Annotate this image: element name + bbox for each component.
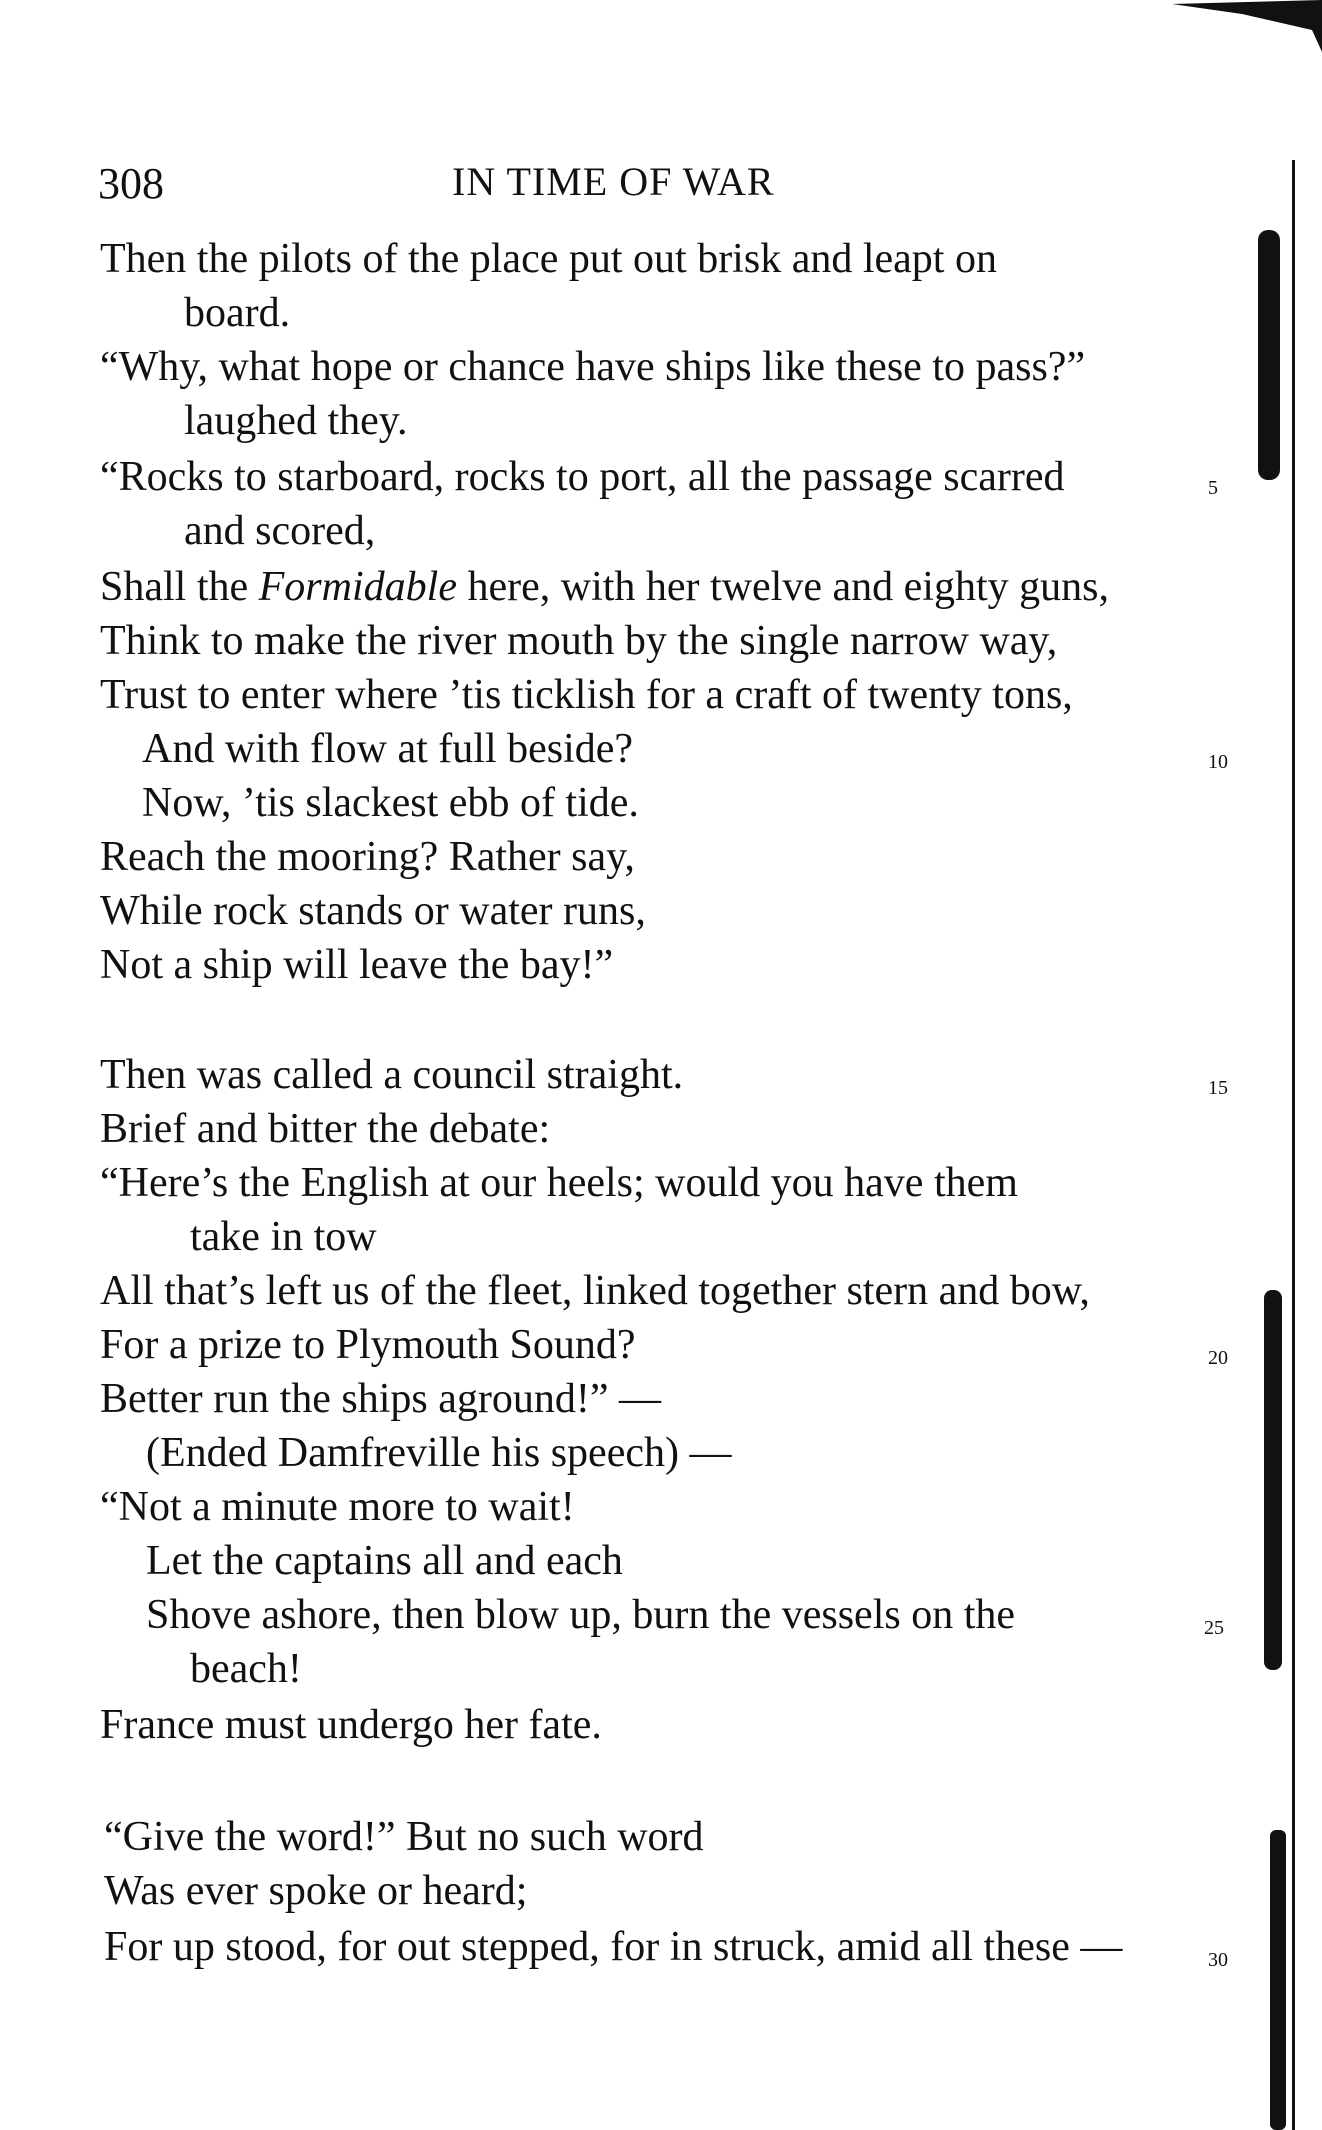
line-number: 20: [1208, 1347, 1228, 1369]
verse-line: Let the captains all and each: [146, 1538, 623, 1584]
scan-edge: [1292, 160, 1295, 2130]
verse-line: and scored,: [184, 508, 376, 554]
verse-line: Then was called a council straight.: [100, 1052, 684, 1098]
verse-line: Reach the mooring? Rather say,: [100, 834, 635, 880]
verse-line: France must undergo her fate.: [100, 1702, 602, 1748]
verse-line: “Rocks to starboard, rocks to port, all the passage scarred: [100, 454, 1065, 500]
verse-text: here, with her twelve and eighty guns,: [456, 564, 1109, 610]
corner-mark-icon: [1162, 0, 1322, 60]
verse-line: board.: [184, 290, 291, 336]
verse-line: take in tow: [190, 1214, 377, 1260]
verse-line: (Ended Damfreville his speech) —: [146, 1430, 732, 1476]
verse-line: And with flow at full beside?: [142, 726, 634, 772]
page-number: 308: [98, 159, 164, 208]
verse-line: “Here’s the English at our heels; would you have them: [100, 1160, 1018, 1206]
line-number: 5: [1208, 477, 1218, 499]
verse-line: “Why, what hope or chance have ships like these to pass?”: [100, 344, 1086, 390]
verse-line: beach!: [190, 1646, 302, 1692]
verse-line: Brief and bitter the debate:: [100, 1106, 551, 1152]
verse-line: Not a ship will leave the bay!”: [100, 942, 614, 988]
verse-line: Trust to enter where ’tis ticklish for a craft of twenty tons,: [100, 672, 1073, 718]
verse-line: Then the pilots of the place put out brisk and leapt on: [100, 236, 997, 282]
verse-line: “Give the word!” But no such word: [104, 1814, 704, 1860]
verse-line: Think to make the river mouth by the single narrow way,: [100, 618, 1058, 664]
verse-line: For up stood, for out stepped, for in struck, amid all these —: [104, 1924, 1123, 1970]
verse-line: All that’s left us of the fleet, linked together stern and bow,: [100, 1268, 1090, 1314]
verse-text: Shall the: [100, 564, 259, 610]
verse-line: “Not a minute more to wait!: [100, 1484, 575, 1530]
verse-line: Was ever spoke or heard;: [104, 1868, 528, 1914]
scan-shadow: [1270, 1830, 1286, 2130]
verse-line: While rock stands or water runs,: [100, 888, 646, 934]
verse-line: [100, 566, 1109, 608]
verse-line: Shove ashore, then blow up, burn the vessels on the: [146, 1592, 1016, 1638]
line-number: 10: [1208, 751, 1228, 773]
verse-line: laughed they.: [184, 398, 408, 444]
verse-line: Now, ’tis slackest ebb of tide.: [142, 780, 639, 826]
verse-line: Better run the ships aground!” —: [100, 1376, 662, 1422]
line-number: 15: [1208, 1077, 1228, 1099]
scan-shadow: [1258, 230, 1280, 480]
running-head: IN TIME OF WAR: [452, 159, 775, 204]
line-number: 25: [1204, 1617, 1224, 1639]
scan-shadow: [1264, 1290, 1282, 1670]
line-number: 30: [1208, 1949, 1228, 1971]
verse-line: For a prize to Plymouth Sound?: [100, 1322, 636, 1368]
ship-name: Formidable: [258, 564, 457, 610]
